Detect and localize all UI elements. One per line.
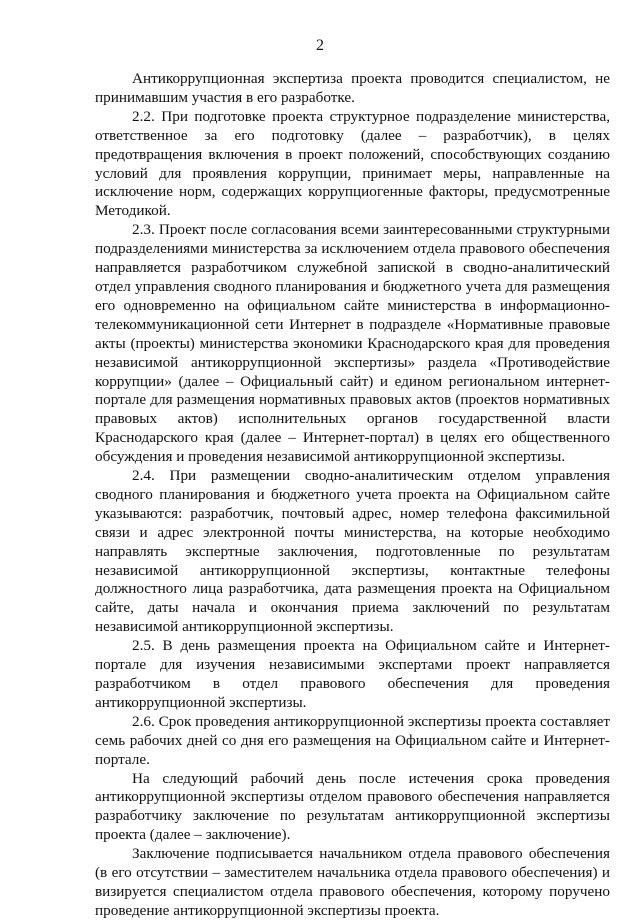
paragraph-2-5: 2.5. В день размещения проекта на Официальном сайте и Интернет-портале для изучения независимыми экспертами проект направляется разработчиком в отдел правового обеспечения для проведения антикоррупционной экспертизы. [95,637,610,711]
paragraph-2-6: 2.6. Срок проведения антикоррупционной экспертизы проекта составляет семь рабочих дней со дня его размещения на Официальном сайте и Интернет-портале. [95,712,610,768]
paragraph-conclusion-sending: На следующий рабочий день после истечения срока проведения антикоррупционной экспертизы отделом правового обеспечения направляется разработчику заключение по результатам антикоррупционной экспертизы проекта (далее – заключение). [95,769,610,844]
paragraph-conclusion-signing: Заключение подписывается начальником отдела правового обеспечения (в его отсутствии – заместителем начальника отдела правового обеспечения) и визируется специалистом отдела правового обеспечения, которому поручено проведение антикоррупционной экспертизы проекта. [95,845,610,919]
paragraph-2-3: 2.3. Проект после согласования всеми заинтересованными структурными подразделениями министерства за исключением отдела правового обеспечения направляется разработчиком служебной запиской в сводно-аналитический отдел управления сводного планирования и бюджетного учета для размещения его одновременно на официальном сайте министерства в информационно-телекоммуникационной сети Интернет в подразделе «Нормативные правовые акты (проекты) министерства экономики Краснодарского края для проведения независимой антикоррупционной экспертизы» раздела «Противодействие коррупции» (далее – Официальный сайт) и едином региональном интернет-портале для размещения нормативных правовых актов (проектов нормативных правовых актов) исполнительных органов государственной власти Краснодарского края (далее – Интернет-портал) в целях его общественного обсуждения и проведения независимой антикоррупционной экспертизы. [95,221,610,466]
paragraph-2-2: 2.2. При подготовке проекта структурное подразделение министерства, ответственное за его подготовку (далее – разработчик), в целях предотвращения включения в проект положений, способствующих созданию условий для проявления коррупции, принимает меры, направленные на исключение норм, содержащих коррупциогенные факторы, предусмотренные Методикой. [95,107,610,220]
paragraph-expertise-specialist: Антикоррупционная экспертиза проекта проводится специалистом, не принимавшим участия в его разработке. [95,70,610,106]
paragraph-2-4: 2.4. При размещении сводно-аналитическим отделом управления сводного планирования и бюджетного учета проекта на Официальном сайте указываются: разработчик, почтовый адрес, номер телефона факсимильной связи и адрес электронной почты министерства, на которые необходимо направлять экспертные заключения, подготовленные по результатам независимой антикоррупционной экспертизы, контактные телефоны должностного лица разработчика, дата размещения проекта на Официальном сайте, даты начала и окончания приема заключений по результатам независимой антикоррупционной экспертизы. [95,467,610,636]
document-body [95,70,610,921]
page-number: 2 [316,37,324,54]
